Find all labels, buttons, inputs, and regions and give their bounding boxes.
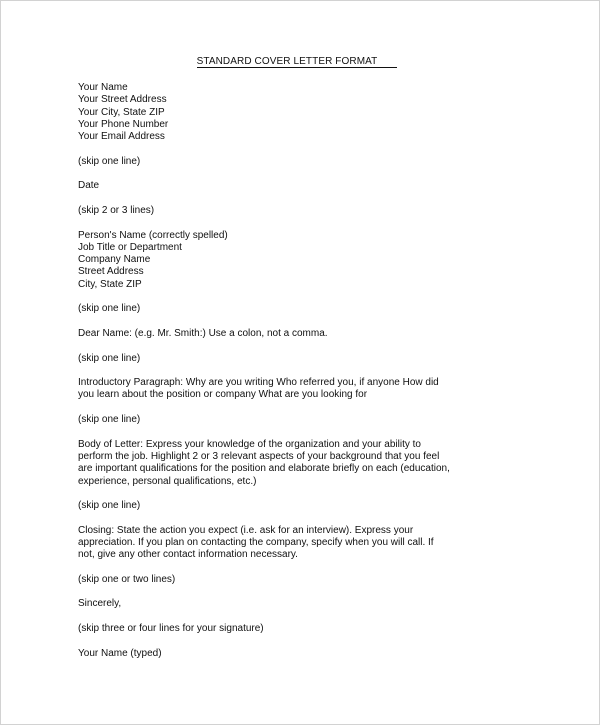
recipient-block (78, 230, 478, 291)
body-paragraph-line: are important qualifications for the position and elaborate briefly on each (education, (78, 463, 450, 475)
body-paragraph-line: perform the job. Highlight 2 or 3 relevant aspects of your background that you feel (78, 450, 440, 462)
salutation-line: Dear Name: (e.g. Mr. Smith:) Use a colon, not a comma. (78, 327, 328, 339)
recipient-city-state-zip: City, State ZIP (78, 278, 142, 290)
spacer (78, 340, 478, 352)
spacer (78, 365, 478, 377)
closing-paragraph-line: not, give any other contact information necessary. (78, 549, 298, 561)
spacer (78, 562, 478, 574)
sender-phone: Your Phone Number (78, 118, 169, 130)
spacer (78, 488, 478, 500)
spacer (78, 402, 478, 414)
sign-off: Sincerely, (78, 598, 122, 610)
recipient-job-title: Job Title or Department (78, 241, 182, 253)
intro-paragraph-line: Introductory Paragraph: Why are you writing Who referred you, if anyone How did (78, 377, 439, 389)
skip-instruction: (skip three or four lines for your signature) (78, 623, 264, 635)
intro-paragraph-line: you learn about the position or company What are you looking for (78, 389, 368, 401)
skip-instruction: (skip one line) (78, 414, 141, 426)
skip-instruction: (skip one line) (78, 500, 141, 512)
closing-paragraph-line: Closing: State the action you expect (i.e. ask for an interview). Express your (78, 524, 414, 536)
spacer (78, 217, 478, 229)
closing-paragraph-line: appreciation. If you plan on contacting the company, specify when you will call. If (78, 536, 434, 548)
spacer (78, 635, 478, 647)
recipient-street: Street Address (78, 266, 144, 278)
skip-instruction: (skip 2 or 3 lines) (78, 204, 155, 216)
typed-name: Your Name (typed) (78, 647, 162, 659)
spacer (78, 143, 478, 155)
sender-name: Your Name (78, 82, 128, 93)
sender-city-state-zip: Your City, State ZIP (78, 106, 165, 118)
skip-instruction: (skip one or two lines) (78, 573, 176, 585)
spacer (78, 512, 478, 524)
body-paragraph-line: Body of Letter: Express your knowledge of the organization and your ability to (78, 438, 421, 450)
sender-block (78, 82, 478, 143)
spacer (78, 611, 478, 623)
sender-email: Your Email Address (78, 131, 165, 143)
letter-body (78, 82, 478, 660)
spacer (78, 168, 478, 180)
spacer (78, 193, 478, 205)
intro-paragraph (78, 377, 478, 402)
spacer (78, 426, 478, 438)
sender-street: Your Street Address (78, 94, 167, 106)
document-title-text: STANDARD COVER LETTER FORMAT (197, 56, 398, 68)
date-line: Date (78, 180, 100, 192)
skip-instruction: (skip one line) (78, 352, 141, 364)
spacer (78, 291, 478, 303)
recipient-name: Person's Name (correctly spelled) (78, 229, 228, 241)
skip-instruction: (skip one line) (78, 303, 141, 315)
skip-instruction: (skip one line) (78, 155, 141, 167)
spacer (78, 586, 478, 598)
closing-paragraph (78, 525, 478, 562)
body-paragraph-line: experience, personal qualifications, etc.) (78, 475, 257, 487)
document-title (1, 56, 599, 68)
recipient-company: Company Name (78, 254, 151, 266)
body-paragraph (78, 439, 478, 488)
spacer (78, 316, 478, 328)
